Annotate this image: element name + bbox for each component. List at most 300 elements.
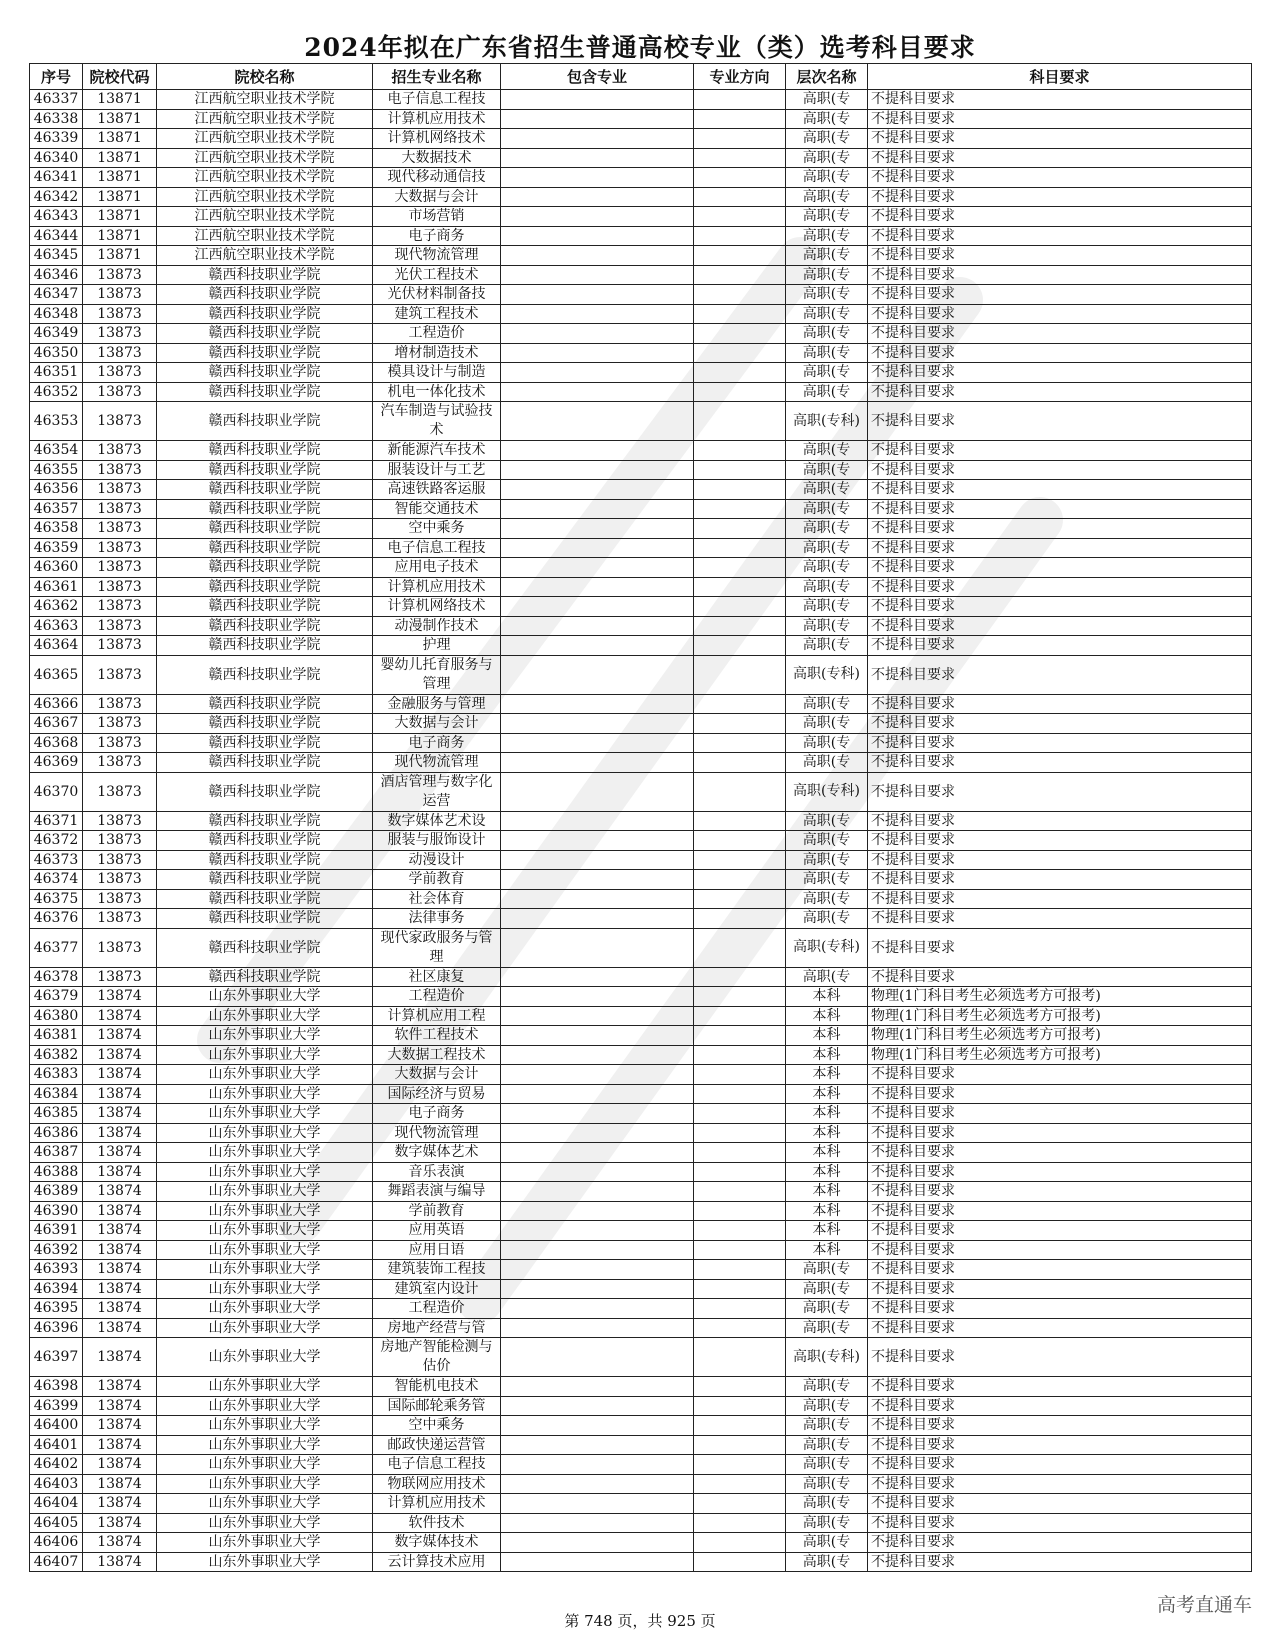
table-row (30, 441, 1252, 461)
cell-level: 高职(专 (786, 577, 868, 597)
cell-subject-req: 不提科目要求 (868, 967, 1252, 987)
cell-school-code: 13874 (83, 1260, 157, 1280)
cell-subject-req: 物理(1门科目考生必须选考方可报考) (868, 1026, 1252, 1046)
cell-school-code: 13873 (83, 441, 157, 461)
cell-major-direction (694, 109, 786, 129)
cell-included-majors (501, 714, 694, 734)
cell-major-direction (694, 1104, 786, 1124)
cell-major-direction (694, 1299, 786, 1319)
cell-school-code: 13874 (83, 1162, 157, 1182)
cell-subject-req: 不提科目要求 (868, 441, 1252, 461)
cell-major-name: 大数据与会计 (373, 187, 501, 207)
cell-school-code: 13874 (83, 1065, 157, 1085)
cell-level: 本科 (786, 1104, 868, 1124)
cell-school-name: 山东外事职业大学 (157, 1474, 373, 1494)
cell-major-name: 建筑工程技术 (373, 304, 501, 324)
cell-subject-req: 不提科目要求 (868, 1338, 1252, 1377)
table-row (30, 1338, 1252, 1377)
cell-included-majors (501, 1416, 694, 1436)
cell-major-direction (694, 714, 786, 734)
cell-seq: 46378 (30, 967, 83, 987)
cell-subject-req: 物理(1门科目考生必须选考方可报考) (868, 1045, 1252, 1065)
cell-school-name: 赣西科技职业学院 (157, 616, 373, 636)
cell-major-direction (694, 1182, 786, 1202)
cell-school-code: 13873 (83, 519, 157, 539)
cell-major-name: 电子商务 (373, 226, 501, 246)
cell-seq: 46342 (30, 187, 83, 207)
cell-school-name: 山东外事职业大学 (157, 1104, 373, 1124)
cell-level: 高职(专 (786, 1299, 868, 1319)
cell-major-name: 工程造价 (373, 1299, 501, 1319)
table-row (30, 714, 1252, 734)
cell-included-majors (501, 753, 694, 773)
cell-included-majors (501, 1338, 694, 1377)
cell-seq: 46397 (30, 1338, 83, 1377)
cell-school-name: 山东外事职业大学 (157, 1201, 373, 1221)
table-row (30, 538, 1252, 558)
cell-major-direction (694, 1533, 786, 1553)
cell-school-name: 赣西科技职业学院 (157, 870, 373, 890)
table-row (30, 129, 1252, 149)
cell-major-name: 云计算技术应用 (373, 1552, 501, 1572)
table-row (30, 460, 1252, 480)
cell-major-direction (694, 441, 786, 461)
cell-level: 高职(专 (786, 246, 868, 266)
table-row (30, 1143, 1252, 1163)
cell-included-majors (501, 1065, 694, 1085)
cell-level: 高职(专 (786, 1513, 868, 1533)
cell-level: 高职(专 (786, 714, 868, 734)
table-row (30, 733, 1252, 753)
cell-included-majors (501, 928, 694, 967)
cell-level: 高职(专 (786, 1435, 868, 1455)
cell-school-name: 赣西科技职业学院 (157, 655, 373, 694)
cell-level: 高职(专 (786, 616, 868, 636)
cell-subject-req: 不提科目要求 (868, 1494, 1252, 1514)
cell-level: 高职(专 (786, 1377, 868, 1397)
cell-seq: 46359 (30, 538, 83, 558)
cell-level: 高职(专 (786, 265, 868, 285)
cell-subject-req: 不提科目要求 (868, 1143, 1252, 1163)
cell-major-direction (694, 928, 786, 967)
cell-seq: 46348 (30, 304, 83, 324)
cell-school-name: 山东外事职业大学 (157, 987, 373, 1007)
cell-included-majors (501, 1162, 694, 1182)
cell-major-direction (694, 1513, 786, 1533)
cell-level: 高职(专 (786, 636, 868, 656)
cell-seq: 46371 (30, 811, 83, 831)
cell-level: 高职(专 (786, 187, 868, 207)
cell-major-name: 服装设计与工艺 (373, 460, 501, 480)
table-row (30, 1455, 1252, 1475)
cell-subject-req: 不提科目要求 (868, 1240, 1252, 1260)
cell-major-direction (694, 870, 786, 890)
table-row (30, 1494, 1252, 1514)
cell-subject-req: 不提科目要求 (868, 538, 1252, 558)
cell-school-code: 13871 (83, 168, 157, 188)
cell-seq: 46380 (30, 1006, 83, 1026)
cell-level: 高职(专 (786, 226, 868, 246)
table-row (30, 1435, 1252, 1455)
cell-school-code: 13873 (83, 811, 157, 831)
cell-school-code: 13873 (83, 480, 157, 500)
cell-major-direction (694, 831, 786, 851)
cell-major-direction (694, 343, 786, 363)
cell-subject-req: 不提科目要求 (868, 1474, 1252, 1494)
cell-level: 高职(专 (786, 324, 868, 344)
cell-major-direction (694, 499, 786, 519)
cell-included-majors (501, 1182, 694, 1202)
table-row (30, 1260, 1252, 1280)
cell-major-direction (694, 148, 786, 168)
cell-school-name: 山东外事职业大学 (157, 1221, 373, 1241)
table-row (30, 109, 1252, 129)
cell-school-name: 赣西科技职业学院 (157, 343, 373, 363)
cell-subject-req: 不提科目要求 (868, 343, 1252, 363)
cell-included-majors (501, 909, 694, 929)
cell-school-code: 13873 (83, 285, 157, 305)
cell-school-name: 赣西科技职业学院 (157, 909, 373, 929)
cell-school-code: 13873 (83, 967, 157, 987)
cell-school-code: 13874 (83, 1026, 157, 1046)
cell-school-code: 13873 (83, 655, 157, 694)
cell-major-direction (694, 558, 786, 578)
cell-major-name: 社区康复 (373, 967, 501, 987)
cell-level: 高职(专 (786, 1455, 868, 1475)
cell-major-name: 现代物流管理 (373, 753, 501, 773)
cell-level: 本科 (786, 1143, 868, 1163)
cell-school-code: 13874 (83, 1494, 157, 1514)
cell-major-name: 电子商务 (373, 733, 501, 753)
cell-school-name: 山东外事职业大学 (157, 1006, 373, 1026)
cell-included-majors (501, 343, 694, 363)
table-row (30, 772, 1252, 811)
cell-major-name: 计算机应用技术 (373, 1494, 501, 1514)
cell-school-name: 山东外事职业大学 (157, 1026, 373, 1046)
cell-school-name: 江西航空职业技术学院 (157, 168, 373, 188)
cell-school-code: 13871 (83, 148, 157, 168)
cell-included-majors (501, 226, 694, 246)
cell-school-code: 13874 (83, 1513, 157, 1533)
cell-level: 本科 (786, 1123, 868, 1143)
table-row (30, 987, 1252, 1007)
cell-included-majors (501, 265, 694, 285)
cell-school-code: 13874 (83, 1201, 157, 1221)
cell-level: 高职(专 (786, 850, 868, 870)
cell-subject-req: 不提科目要求 (868, 772, 1252, 811)
cell-included-majors (501, 1435, 694, 1455)
cell-school-code: 13874 (83, 1084, 157, 1104)
cell-included-majors (501, 558, 694, 578)
cell-major-direction (694, 402, 786, 441)
cell-school-name: 赣西科技职业学院 (157, 811, 373, 831)
cell-subject-req: 不提科目要求 (868, 1084, 1252, 1104)
table-row (30, 558, 1252, 578)
cell-school-code: 13873 (83, 733, 157, 753)
cell-school-code: 13871 (83, 187, 157, 207)
table-row (30, 207, 1252, 227)
cell-subject-req: 不提科目要求 (868, 265, 1252, 285)
cell-major-direction (694, 187, 786, 207)
cell-major-name: 计算机应用工程 (373, 1006, 501, 1026)
cell-major-direction (694, 636, 786, 656)
table-row (30, 636, 1252, 656)
cell-school-name: 江西航空职业技术学院 (157, 226, 373, 246)
cell-subject-req: 不提科目要求 (868, 1513, 1252, 1533)
col-header-subject-req: 科目要求 (868, 64, 1252, 90)
cell-seq: 46354 (30, 441, 83, 461)
cell-subject-req: 不提科目要求 (868, 1533, 1252, 1553)
cell-included-majors (501, 1552, 694, 1572)
cell-subject-req: 不提科目要求 (868, 363, 1252, 383)
cell-major-direction (694, 1279, 786, 1299)
table-row (30, 343, 1252, 363)
cell-included-majors (501, 636, 694, 656)
cell-school-code: 13871 (83, 207, 157, 227)
cell-school-code: 13873 (83, 694, 157, 714)
table-row (30, 870, 1252, 890)
cell-school-code: 13873 (83, 363, 157, 383)
cell-major-direction (694, 363, 786, 383)
cell-school-name: 山东外事职业大学 (157, 1260, 373, 1280)
cell-school-name: 赣西科技职业学院 (157, 324, 373, 344)
cell-subject-req: 物理(1门科目考生必须选考方可报考) (868, 987, 1252, 1007)
cell-major-name: 计算机网络技术 (373, 129, 501, 149)
cell-seq: 46389 (30, 1182, 83, 1202)
cell-level: 高职(专 (786, 441, 868, 461)
cell-major-name: 电子信息工程技 (373, 90, 501, 110)
cell-school-name: 赣西科技职业学院 (157, 850, 373, 870)
cell-major-name: 汽车制造与试验技术 (373, 402, 501, 441)
cell-included-majors (501, 168, 694, 188)
cell-major-name: 空中乘务 (373, 519, 501, 539)
table-row (30, 148, 1252, 168)
cell-subject-req: 不提科目要求 (868, 1435, 1252, 1455)
cell-school-code: 13874 (83, 1221, 157, 1241)
cell-major-name: 模具设计与制造 (373, 363, 501, 383)
cell-included-majors (501, 733, 694, 753)
cell-included-majors (501, 1396, 694, 1416)
table-row (30, 499, 1252, 519)
cell-major-name: 房地产智能检测与估价 (373, 1338, 501, 1377)
col-header-school-code: 院校代码 (83, 64, 157, 90)
cell-school-name: 赣西科技职业学院 (157, 889, 373, 909)
cell-major-direction (694, 168, 786, 188)
cell-school-name: 赣西科技职业学院 (157, 753, 373, 773)
cell-major-direction (694, 1123, 786, 1143)
cell-school-name: 赣西科技职业学院 (157, 519, 373, 539)
cell-level: 高职(专 (786, 1318, 868, 1338)
cell-included-majors (501, 811, 694, 831)
cell-school-name: 山东外事职业大学 (157, 1533, 373, 1553)
cell-school-code: 13871 (83, 226, 157, 246)
cell-major-direction (694, 987, 786, 1007)
table-row (30, 1377, 1252, 1397)
cell-school-name: 山东外事职业大学 (157, 1045, 373, 1065)
cell-subject-req: 不提科目要求 (868, 616, 1252, 636)
cell-subject-req: 不提科目要求 (868, 655, 1252, 694)
cell-school-code: 13871 (83, 109, 157, 129)
cell-included-majors (501, 324, 694, 344)
cell-school-code: 13873 (83, 499, 157, 519)
cell-school-code: 13874 (83, 1318, 157, 1338)
cell-seq: 46385 (30, 1104, 83, 1124)
cell-major-direction (694, 597, 786, 617)
cell-included-majors (501, 1084, 694, 1104)
cell-seq: 46351 (30, 363, 83, 383)
table-row (30, 1416, 1252, 1436)
cell-major-name: 智能机电技术 (373, 1377, 501, 1397)
cell-included-majors (501, 1377, 694, 1397)
cell-seq: 46374 (30, 870, 83, 890)
cell-seq: 46402 (30, 1455, 83, 1475)
cell-school-code: 13873 (83, 928, 157, 967)
cell-seq: 46356 (30, 480, 83, 500)
cell-subject-req: 不提科目要求 (868, 870, 1252, 890)
table-body (30, 90, 1252, 1572)
table-row (30, 1240, 1252, 1260)
table-row (30, 1318, 1252, 1338)
cell-level: 本科 (786, 1006, 868, 1026)
table-row (30, 90, 1252, 110)
cell-major-direction (694, 129, 786, 149)
table-row (30, 1182, 1252, 1202)
cell-seq: 46392 (30, 1240, 83, 1260)
cell-seq: 46398 (30, 1377, 83, 1397)
cell-major-name: 计算机应用技术 (373, 109, 501, 129)
cell-school-name: 山东外事职业大学 (157, 1182, 373, 1202)
cell-major-direction (694, 1065, 786, 1085)
cell-major-direction (694, 324, 786, 344)
cell-school-code: 13874 (83, 1474, 157, 1494)
cell-major-name: 动漫制作技术 (373, 616, 501, 636)
cell-subject-req: 不提科目要求 (868, 109, 1252, 129)
cell-subject-req: 不提科目要求 (868, 1065, 1252, 1085)
cell-level: 高职(专 (786, 1474, 868, 1494)
cell-level: 高职(专 (786, 519, 868, 539)
cell-major-direction (694, 1240, 786, 1260)
cell-seq: 46404 (30, 1494, 83, 1514)
cell-included-majors (501, 246, 694, 266)
cell-school-code: 13873 (83, 870, 157, 890)
cell-subject-req: 不提科目要求 (868, 207, 1252, 227)
cell-major-direction (694, 519, 786, 539)
cell-included-majors (501, 90, 694, 110)
cell-level: 高职(专 (786, 831, 868, 851)
cell-subject-req: 不提科目要求 (868, 304, 1252, 324)
cell-major-name: 法律事务 (373, 909, 501, 929)
cell-school-name: 江西航空职业技术学院 (157, 187, 373, 207)
cell-major-direction (694, 226, 786, 246)
cell-level: 高职(专 (786, 753, 868, 773)
cell-included-majors (501, 870, 694, 890)
cell-level: 本科 (786, 1084, 868, 1104)
table-row (30, 304, 1252, 324)
cell-seq: 46366 (30, 694, 83, 714)
cell-subject-req: 不提科目要求 (868, 168, 1252, 188)
cell-school-code: 13873 (83, 714, 157, 734)
cell-major-direction (694, 1416, 786, 1436)
cell-seq: 46373 (30, 850, 83, 870)
cell-level: 高职(专科) (786, 772, 868, 811)
cell-subject-req: 不提科目要求 (868, 811, 1252, 831)
cell-school-name: 赣西科技职业学院 (157, 538, 373, 558)
cell-seq: 46399 (30, 1396, 83, 1416)
cell-school-code: 13873 (83, 597, 157, 617)
cell-level: 高职(专 (786, 811, 868, 831)
cell-major-name: 电子信息工程技 (373, 1455, 501, 1475)
cell-seq: 46403 (30, 1474, 83, 1494)
cell-major-name: 动漫设计 (373, 850, 501, 870)
cell-major-name: 工程造价 (373, 987, 501, 1007)
table-row (30, 1552, 1252, 1572)
cell-seq: 46339 (30, 129, 83, 149)
cell-school-code: 13874 (83, 1416, 157, 1436)
brand-watermark: 高考直通车 (1156, 1594, 1252, 1616)
cell-included-majors (501, 480, 694, 500)
cell-level: 高职(专 (786, 343, 868, 363)
cell-included-majors (501, 187, 694, 207)
col-header-included-majors: 包含专业 (501, 64, 694, 90)
cell-school-name: 赣西科技职业学院 (157, 363, 373, 383)
cell-level: 高职(专 (786, 90, 868, 110)
cell-school-name: 山东外事职业大学 (157, 1318, 373, 1338)
cell-seq: 46345 (30, 246, 83, 266)
cell-major-direction (694, 1084, 786, 1104)
table-row (30, 1045, 1252, 1065)
cell-included-majors (501, 441, 694, 461)
cell-included-majors (501, 1201, 694, 1221)
cell-major-name: 现代移动通信技 (373, 168, 501, 188)
cell-seq: 46361 (30, 577, 83, 597)
cell-included-majors (501, 1299, 694, 1319)
cell-school-code: 13871 (83, 90, 157, 110)
cell-school-code: 13873 (83, 772, 157, 811)
cell-subject-req: 不提科目要求 (868, 1104, 1252, 1124)
cell-school-code: 13873 (83, 402, 157, 441)
cell-level: 本科 (786, 1182, 868, 1202)
cell-level: 高职(专科) (786, 402, 868, 441)
cell-seq: 46383 (30, 1065, 83, 1085)
cell-seq: 46387 (30, 1143, 83, 1163)
cell-major-name: 新能源汽车技术 (373, 441, 501, 461)
cell-school-name: 赣西科技职业学院 (157, 597, 373, 617)
table-row (30, 831, 1252, 851)
cell-school-name: 山东外事职业大学 (157, 1435, 373, 1455)
cell-major-name: 数字媒体艺术设 (373, 811, 501, 831)
table-row (30, 811, 1252, 831)
cell-major-direction (694, 850, 786, 870)
cell-level: 高职(专 (786, 694, 868, 714)
cell-major-direction (694, 1377, 786, 1397)
table-row (30, 187, 1252, 207)
cell-major-name: 软件技术 (373, 1513, 501, 1533)
cell-major-name: 电子商务 (373, 1104, 501, 1124)
cell-major-name: 酒店管理与数字化运营 (373, 772, 501, 811)
cell-major-name: 增材制造技术 (373, 343, 501, 363)
table-row (30, 967, 1252, 987)
cell-subject-req: 不提科目要求 (868, 733, 1252, 753)
cell-school-name: 赣西科技职业学院 (157, 928, 373, 967)
cell-included-majors (501, 402, 694, 441)
cell-major-name: 软件工程技术 (373, 1026, 501, 1046)
table-row (30, 1396, 1252, 1416)
cell-included-majors (501, 1474, 694, 1494)
cell-major-direction (694, 753, 786, 773)
cell-major-direction (694, 1221, 786, 1241)
cell-school-name: 山东外事职业大学 (157, 1396, 373, 1416)
cell-level: 高职(专科) (786, 928, 868, 967)
